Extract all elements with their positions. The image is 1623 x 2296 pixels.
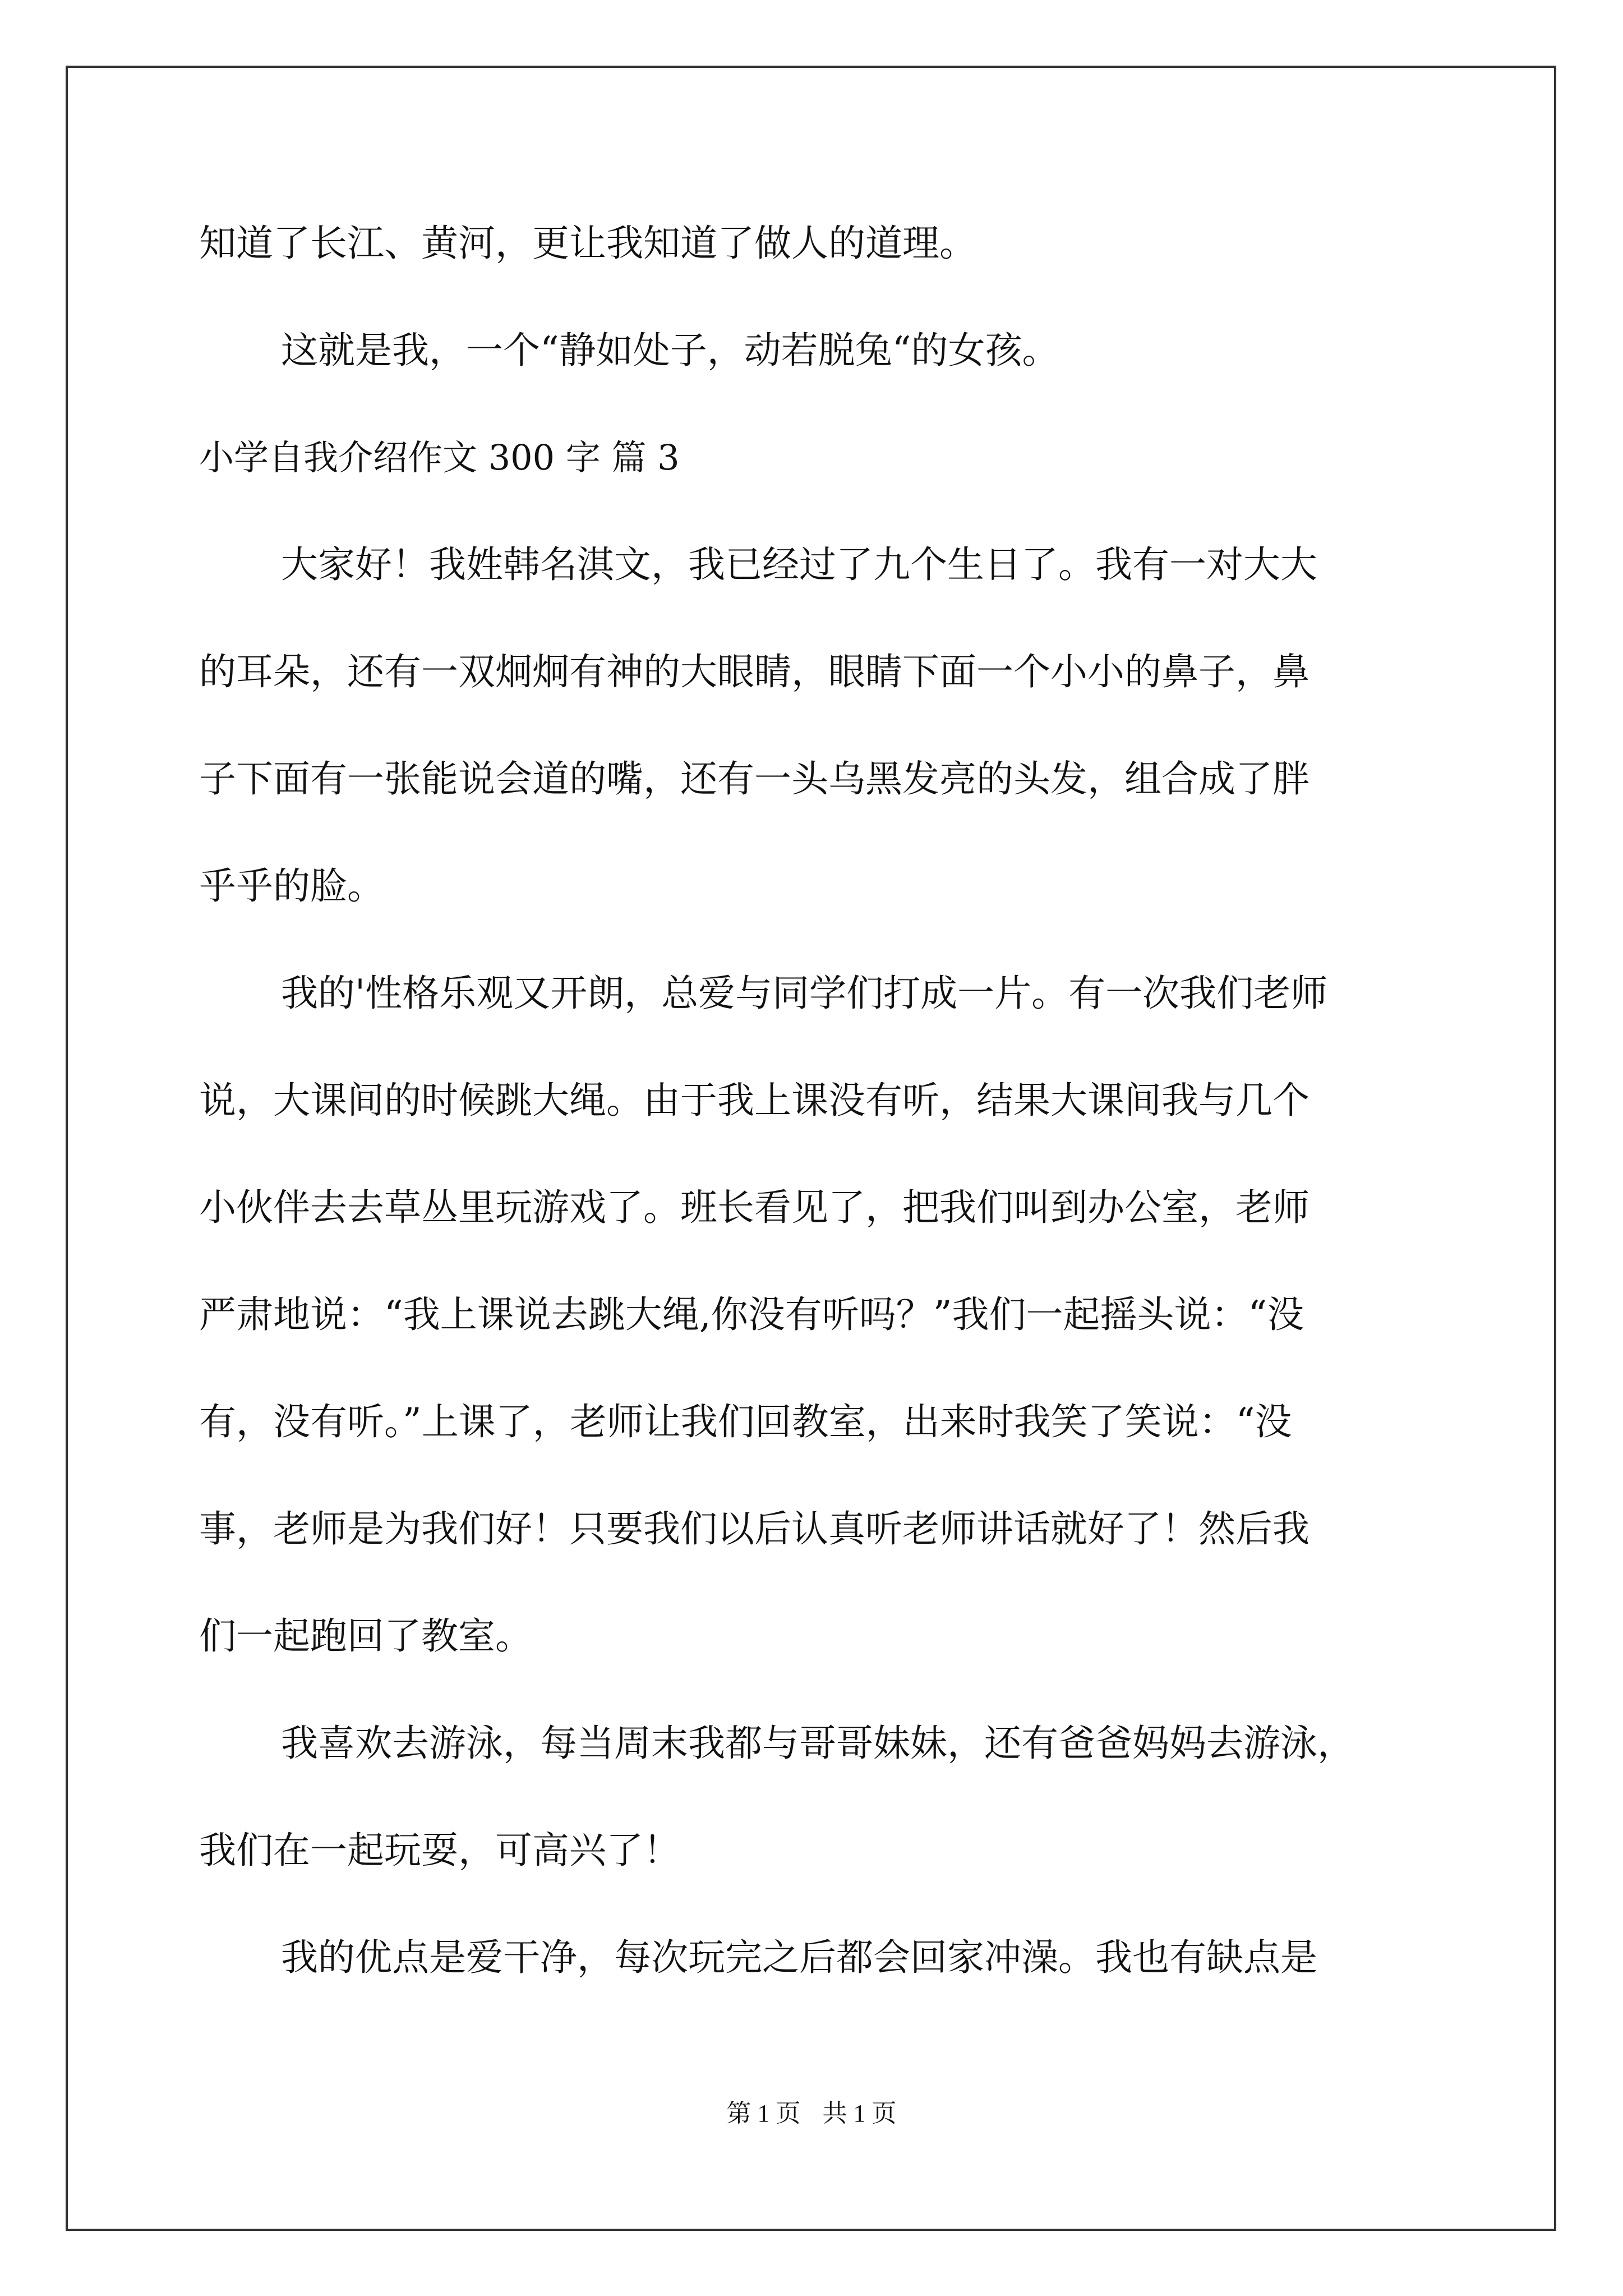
section-heading: 小学自我介绍作文 300 字 篇 3 [199, 437, 680, 478]
text-line: 事，老师是为我们好！只要我们以后认真听老师讲话就好了！然后我 [199, 1507, 1310, 1550]
document-body [199, 213, 1427, 2035]
text-line: 我喜欢去游泳，每当周末我都与哥哥妹妹，还有爸爸妈妈去游泳， [281, 1722, 1354, 1765]
text-line: 我们在一起玩耍，可高兴了！ [199, 1829, 680, 1872]
page-number: 第 1 页 [726, 2100, 801, 2127]
text-line: 有，没有听。”上课了，老师让我们回教室，出来时我笑了笑说：“没 [199, 1400, 1292, 1443]
text-line: 小伙伴去去草丛里玩游戏了。班长看见了，把我们叫到办公室，老师 [199, 1186, 1310, 1229]
text-line: 严肃地说：“我上课说去跳大绳,你没有听吗？”我们一起摇头说：“没 [199, 1293, 1304, 1336]
text-line: 大家好！我姓韩名淇文，我已经过了九个生日了。我有一对大大 [281, 543, 1317, 586]
text-line: 子下面有一张能说会道的嘴，还有一头乌黑发亮的头发，组合成了胖 [199, 757, 1310, 800]
text-line: 知道了长江、黄河，更让我知道了做人的道理。 [199, 222, 976, 265]
text-line: 这就是我，一个“静如处子，动若脱兔“的女孩。 [281, 329, 1059, 372]
text-line: 乎乎的脸。 [199, 864, 384, 908]
text-line: 的耳朵，还有一双炯炯有神的大眼睛，眼睛下面一个小小的鼻子，鼻 [199, 650, 1310, 693]
text-line: 说，大课间的时候跳大绳。由于我上课没有听，结果大课间我与几个 [199, 1079, 1310, 1122]
page-footer [0, 2097, 1623, 2131]
page-total: 共 1 页 [822, 2100, 897, 2127]
text-line: 们一起跑回了教室。 [199, 1614, 532, 1658]
text-line: 我的优点是爱干净，每次玩完之后都会回家冲澡。我也有缺点是 [281, 1936, 1317, 1979]
text-line: 我的'性格乐观又开朗，总爱与同学们打成一片。有一次我们老师 [281, 972, 1328, 1015]
